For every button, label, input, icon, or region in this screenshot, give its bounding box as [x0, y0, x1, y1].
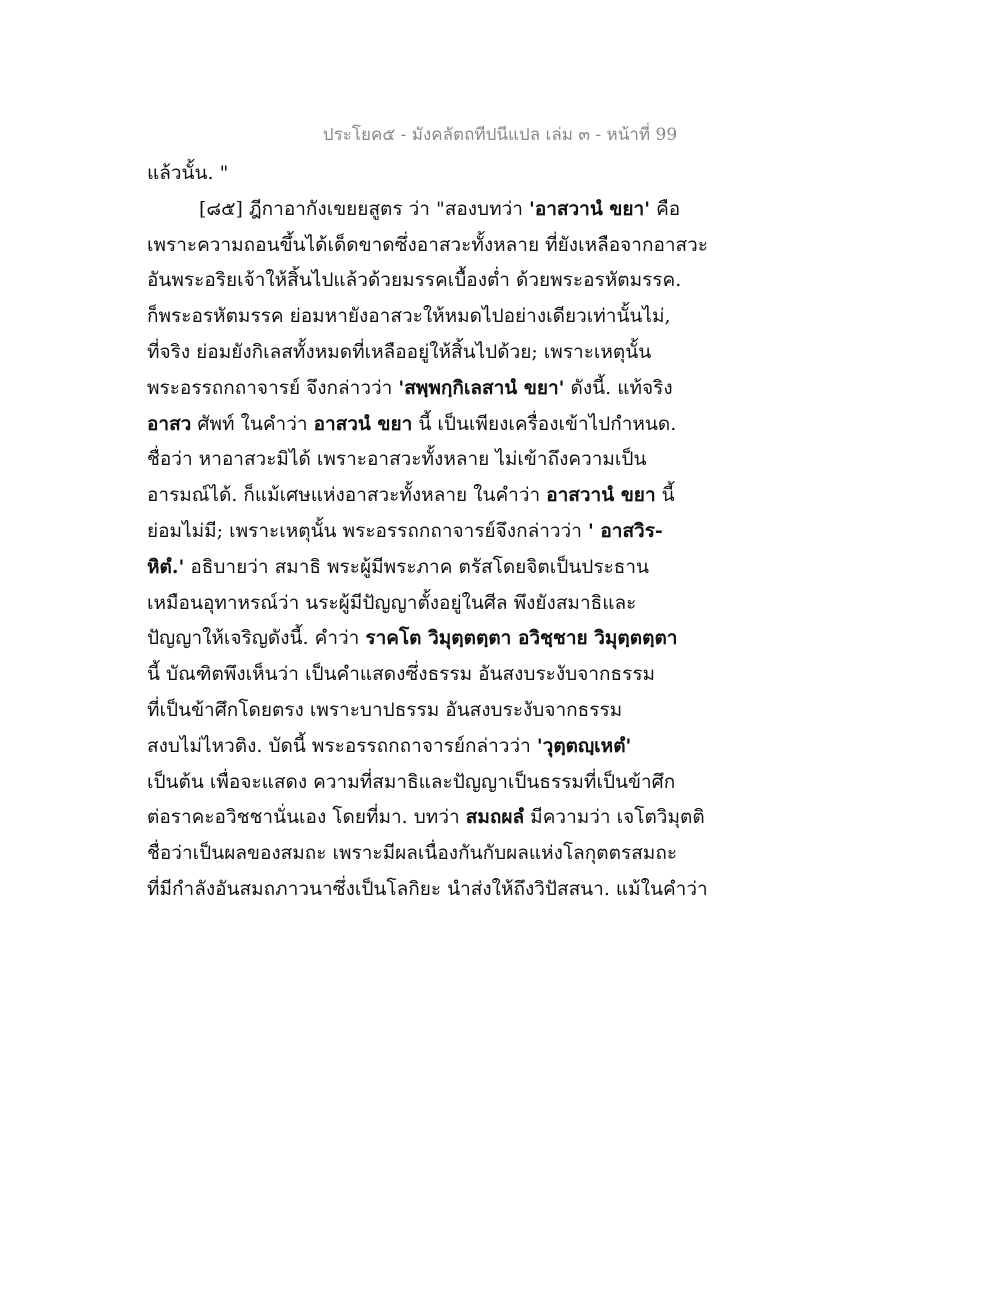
text-segment: แล้วนั้น. ": [147, 162, 229, 184]
text-segment: ดังนี้. แท้จริง: [564, 376, 673, 399]
text-segment: ที่เป็นข้าศึกโดยตรง เพราะบาปธรรม อันสงบระงับจากธรรม: [147, 698, 623, 721]
text-segment: คือ: [650, 197, 681, 220]
text-line: [147, 478, 727, 514]
page-header: ประโยค๕ - มังคลัตถทีปนีแปล เล่ม ๓ - หน้าที่ 99: [322, 125, 678, 145]
text-line: [147, 693, 727, 729]
text-line: [147, 586, 727, 622]
text-line: [147, 550, 727, 586]
text-line: [147, 156, 727, 192]
body-text: [147, 156, 727, 908]
text-segment: นี้ เป็นเพียงเครื่องเข้าไปกำหนด.: [412, 412, 677, 435]
text-segment: นี้ บัณฑิตพึงเห็นว่า เป็นคำแสดงซึ่งธรรม อันสงบระงับจากธรรม: [147, 663, 656, 686]
text-segment: ต่อราคะอวิชชานั่นเอง โดยที่มา. บทว่า: [147, 806, 466, 829]
bold-term: 'อาสวานํ ขยา': [529, 197, 651, 220]
bold-term: ราคโต วิมุตฺตตฺตา อวิชฺชาย วิมุตฺตตฺตา: [365, 627, 678, 650]
text-segment: ชื่อว่า หาอาสวะมิได้ เพราะอาสวะทั้งหลาย ไม่เข้าถึงความเป็น: [147, 448, 647, 471]
text-line: [147, 192, 727, 228]
text-line: [147, 407, 727, 443]
text-line: [147, 800, 727, 836]
text-line: [147, 836, 727, 872]
bold-term: อาสวนํ ขยา: [313, 412, 413, 435]
bold-term: หิตํ.': [147, 555, 185, 578]
text-segment: ที่จริง ย่อมยังกิเลสทั้งหมดที่เหลืออยู่ให้สิ้นไปด้วย; เพราะเหตุนั้น: [147, 340, 652, 363]
text-line: [147, 657, 727, 693]
bold-term: 'สพฺพกฺกิเลสานํ ขยา': [398, 376, 565, 399]
text-segment: อารมณ์ได้. ก็แม้เศษแห่งอาสวะทั้งหลาย ในคำว่า: [147, 484, 547, 507]
bold-term: อาสว: [147, 412, 192, 435]
text-segment: [๘๕] ฎีกาอากังเขยยสูตร ว่า "สองบทว่า: [199, 197, 529, 220]
text-line: [147, 872, 727, 908]
text-line: [147, 335, 727, 371]
text-segment: อันพระอริยเจ้าให้สิ้นไปแล้วด้วยมรรคเบื้องต่ำ ด้วยพระอรหัตมรรค.: [147, 269, 682, 292]
text-line: [147, 621, 727, 657]
text-segment: เพราะความถอนขึ้นได้เด็ดขาดซึ่งอาสวะทั้งหลาย ที่ยังเหลือจากอาสวะ: [147, 233, 709, 256]
text-line: [147, 442, 727, 478]
text-segment: ปัญญาให้เจริญดังนี้. คำว่า: [147, 627, 366, 650]
text-segment: เหมือนอุทาหรณ์ว่า นระผู้มีปัญญาตั้งอยู่ในศีล พึงยังสมาธิและ: [147, 591, 637, 614]
text-segment: ศัพท์ ในคำว่า: [191, 412, 314, 435]
text-segment: ชื่อว่าเป็นผลของสมถะ เพราะมีผลเนื่องกันกับผลแห่งโลกุตตรสมถะ: [147, 842, 678, 865]
text-segment: พระอรรถกถาจารย์ จึงกล่าวว่า: [147, 376, 399, 399]
bold-term: สมถผลํ: [465, 806, 525, 829]
text-line: [147, 765, 727, 801]
text-line: [147, 228, 727, 264]
text-segment: นี้: [655, 484, 675, 507]
text-line: [147, 263, 727, 299]
text-segment: เป็นต้น เพื่อจะแสดง ความที่สมาธิและปัญญาเป็นธรรมที่เป็นข้าศึก: [147, 770, 676, 793]
text-segment: ย่อมไม่มี; เพราะเหตุนั้น พระอรรถกถาจารย์จึงกล่าวว่า: [147, 519, 588, 542]
text-segment: อธิบายว่า สมาธิ พระผู้มีพระภาค ตรัสโดยจิตเป็นประธาน: [184, 555, 650, 578]
text-line: [147, 729, 727, 765]
text-line: [147, 514, 727, 550]
bold-term: อาสวานํ ขยา: [546, 484, 656, 507]
bold-term: ' อาสวิร-: [587, 519, 663, 542]
text-segment: สงบไม่ไหวติง. บัดนี้ พระอรรถกถาจารย์กล่าวว่า: [147, 734, 537, 757]
text-segment: มีความว่า เจโตวิมุตติ: [524, 806, 705, 829]
text-segment: ที่มีกำลังอันสมถภาวนาซึ่งเป็นโลกิยะ นำส่งให้ถึงวิปัสสนา. แม้ในคำว่า: [147, 877, 708, 900]
text-line: [147, 371, 727, 407]
bold-term: 'วุตฺตญฺเหตํ': [536, 734, 632, 757]
text-segment: ก็พระอรหัตมรรค ย่อมหายังอาสวะให้หมดไปอย่างเดียวเท่านั้นไม่,: [147, 305, 671, 328]
text-line: [147, 299, 727, 335]
